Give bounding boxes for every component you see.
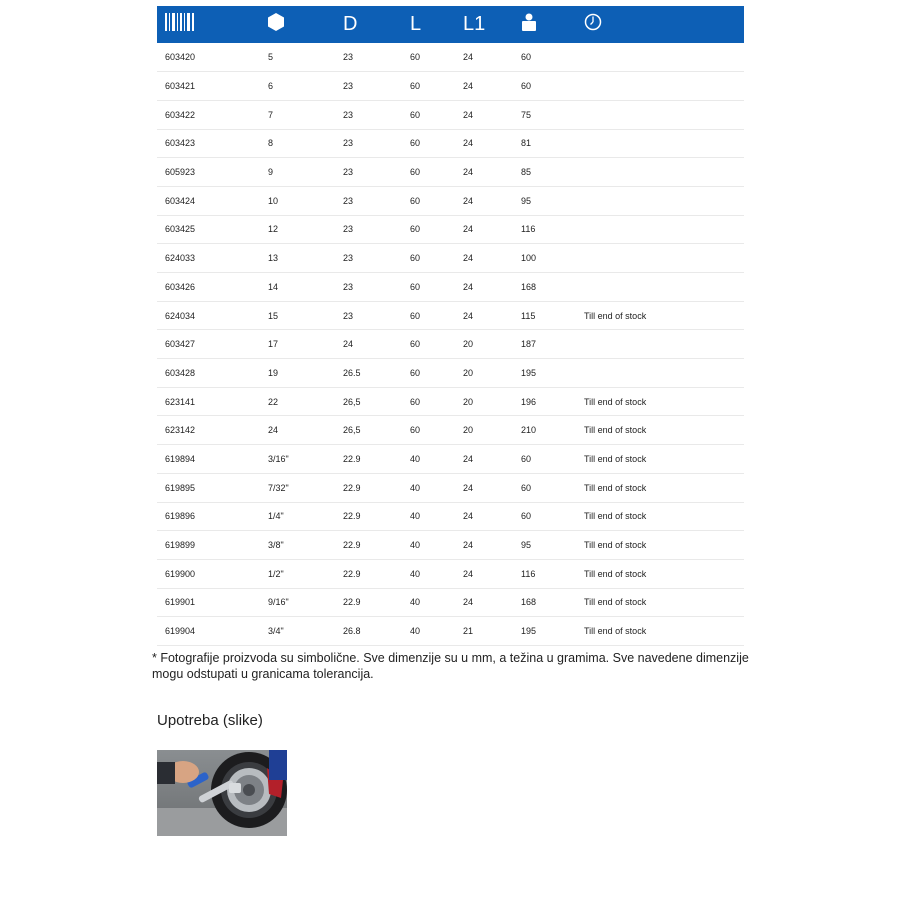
cell-d-value: 26,5 xyxy=(343,425,361,436)
cell-l1-value: 20 xyxy=(463,339,474,350)
cell-l1-value: 20 xyxy=(463,425,474,436)
usage-title: Upotreba (slike) xyxy=(157,712,263,729)
cell-d-value: 23 xyxy=(343,81,354,92)
table-row xyxy=(157,617,744,646)
cell-l1-value: 24 xyxy=(463,482,474,493)
cell-article-number: 619901 xyxy=(165,597,196,608)
header-d: D xyxy=(343,13,358,35)
cell-d-value: 22.9 xyxy=(343,511,361,522)
cell-weight: 115 xyxy=(521,310,536,321)
table-row xyxy=(157,72,744,101)
cell-weight: 195 xyxy=(521,626,537,637)
cell-l-value: 40 xyxy=(410,568,421,579)
cell-availability xyxy=(584,72,744,101)
cell-article-number: 619896 xyxy=(165,511,196,522)
cell-l-value: 40 xyxy=(410,482,421,493)
cell-size: 10 xyxy=(268,195,279,206)
cell-size: 5 xyxy=(268,52,274,63)
cell-article-number: 603425 xyxy=(165,224,196,235)
table-row xyxy=(157,559,744,588)
cell-d-value: 22.9 xyxy=(343,482,361,493)
cell-article-number: 603424 xyxy=(165,195,196,206)
table-row xyxy=(157,473,744,502)
cell-l-value: 40 xyxy=(410,597,421,608)
cell-l1-value: 24 xyxy=(463,568,474,579)
cell-availability: Till end of stock xyxy=(584,597,647,608)
cell-article-number: 603427 xyxy=(165,339,196,350)
hexagon-icon xyxy=(268,13,284,31)
cell-weight: 210 xyxy=(521,425,537,436)
cell-size: 22 xyxy=(268,396,279,407)
cell-l-value: 60 xyxy=(410,425,421,436)
table-row xyxy=(157,359,744,388)
table-row xyxy=(157,186,744,215)
cell-l-value: 60 xyxy=(410,81,421,92)
cell-l1-value: 24 xyxy=(463,511,474,522)
cell-size: 13 xyxy=(268,253,279,264)
cell-availability xyxy=(584,215,744,244)
table-row xyxy=(157,244,744,273)
cell-availability xyxy=(584,186,744,215)
header-l: L xyxy=(410,13,422,35)
cell-size: 3/4" xyxy=(268,626,284,637)
cell-weight: 168 xyxy=(521,597,537,608)
cell-size: 1/4" xyxy=(268,511,284,522)
footnote: * Fotografije proizvoda su simbolične. Sve dimenzije su u mm, a težina u gramima. Sve navedene dimenzije mogu odstupati u granicama tolerancija. xyxy=(152,651,749,681)
cell-availability: Till end of stock xyxy=(584,453,647,464)
product-table xyxy=(157,6,744,646)
cell-weight: 75 xyxy=(521,109,532,120)
cell-l-value: 60 xyxy=(410,339,421,350)
cell-size: 17 xyxy=(268,339,279,350)
cell-availability xyxy=(584,129,744,158)
cell-article-number: 603428 xyxy=(165,367,196,378)
cell-l1-value: 21 xyxy=(463,626,474,637)
weight-icon xyxy=(521,13,537,31)
cell-l1-value: 24 xyxy=(463,540,474,551)
cell-weight: 81 xyxy=(521,138,532,149)
cell-article-number: 623142 xyxy=(165,425,196,436)
cell-weight: 85 xyxy=(521,167,532,178)
cell-size: 1/2" xyxy=(268,568,284,579)
cell-availability: Till end of stock xyxy=(584,425,647,436)
cell-d-value: 26.8 xyxy=(343,626,361,637)
cell-l1-value: 24 xyxy=(463,167,474,178)
table-body xyxy=(157,43,744,645)
cell-article-number: 603422 xyxy=(165,109,196,120)
cell-d-value: 22.9 xyxy=(343,453,361,464)
cell-size: 14 xyxy=(268,281,279,292)
cell-d-value: 24 xyxy=(343,339,354,350)
cell-availability xyxy=(584,43,744,72)
cell-l1-value: 20 xyxy=(463,367,474,378)
cell-d-value: 22.9 xyxy=(343,597,361,608)
cell-l1-value: 20 xyxy=(463,396,474,407)
cell-size: 3/8" xyxy=(268,540,284,551)
cell-l1-value: 24 xyxy=(463,224,474,235)
cell-article-number: 619904 xyxy=(165,626,196,637)
table-row xyxy=(157,129,744,158)
cell-size: 7/32" xyxy=(268,482,289,493)
cell-l-value: 60 xyxy=(410,109,421,120)
table-row xyxy=(157,158,744,187)
cell-l1-value: 24 xyxy=(463,138,474,149)
cell-d-value: 23 xyxy=(343,195,354,206)
cell-article-number: 619899 xyxy=(165,540,196,551)
cell-availability: Till end of stock xyxy=(584,626,647,637)
cell-d-value: 23 xyxy=(343,224,354,235)
cell-l-value: 40 xyxy=(410,453,421,464)
cell-article-number: 619895 xyxy=(165,482,196,493)
cell-article-number: 605923 xyxy=(165,167,196,178)
cell-availability: Till end of stock xyxy=(584,568,647,579)
table-row xyxy=(157,416,744,445)
cell-availability xyxy=(584,273,744,302)
cell-l1-value: 24 xyxy=(463,453,474,464)
cell-d-value: 22.9 xyxy=(343,568,361,579)
cell-weight: 95 xyxy=(521,195,532,206)
product-table-container xyxy=(157,6,744,646)
cell-weight: 60 xyxy=(521,453,532,464)
cell-weight: 116 xyxy=(521,568,536,579)
cell-weight: 168 xyxy=(521,281,537,292)
cell-availability xyxy=(584,244,744,273)
cell-d-value: 23 xyxy=(343,109,354,120)
cell-l-value: 60 xyxy=(410,367,421,378)
cell-d-value: 23 xyxy=(343,167,354,178)
cell-size: 8 xyxy=(268,138,274,149)
cell-l-value: 60 xyxy=(410,52,421,63)
cell-d-value: 26,5 xyxy=(343,396,361,407)
cell-availability: Till end of stock xyxy=(584,540,647,551)
usage-photo xyxy=(157,750,287,836)
cell-weight: 60 xyxy=(521,81,532,92)
table-row xyxy=(157,215,744,244)
cell-l-value: 60 xyxy=(410,195,421,206)
cell-article-number: 603420 xyxy=(165,52,196,63)
cell-d-value: 23 xyxy=(343,253,354,264)
cell-d-value: 26.5 xyxy=(343,367,361,378)
clock-icon xyxy=(584,13,602,31)
cell-size: 3/16" xyxy=(268,453,289,464)
cell-availability xyxy=(584,359,744,388)
cell-l1-value: 24 xyxy=(463,195,474,206)
header-article-number xyxy=(157,6,268,43)
cell-l1-value: 24 xyxy=(463,597,474,608)
barcode-icon xyxy=(165,13,195,31)
cell-availability xyxy=(584,158,744,187)
cell-d-value: 22.9 xyxy=(343,540,361,551)
cell-weight: 100 xyxy=(521,253,537,264)
cell-availability: Till end of stock xyxy=(584,511,647,522)
cell-article-number: 619900 xyxy=(165,568,196,579)
cell-d-value: 23 xyxy=(343,52,354,63)
cell-article-number: 619894 xyxy=(165,453,196,464)
cell-article-number: 603423 xyxy=(165,138,196,149)
cell-size: 24 xyxy=(268,425,279,436)
table-row xyxy=(157,502,744,531)
table-row xyxy=(157,301,744,330)
cell-article-number: 624034 xyxy=(165,310,196,321)
cell-l-value: 60 xyxy=(410,253,421,264)
cell-availability: Till end of stock xyxy=(584,396,647,407)
cell-size: 7 xyxy=(268,109,274,120)
cell-l-value: 40 xyxy=(410,511,421,522)
cell-l1-value: 24 xyxy=(463,310,474,321)
cell-l-value: 40 xyxy=(410,626,421,637)
cell-size: 12 xyxy=(268,224,279,235)
cell-l-value: 60 xyxy=(410,138,421,149)
cell-weight: 195 xyxy=(521,367,537,378)
table-row xyxy=(157,387,744,416)
cell-weight: 116 xyxy=(521,224,536,235)
cell-article-number: 623141 xyxy=(165,396,196,407)
cell-availability: Till end of stock xyxy=(584,482,647,493)
table-row xyxy=(157,588,744,617)
cell-weight: 60 xyxy=(521,482,532,493)
cell-size: 9 xyxy=(268,167,274,178)
table-row xyxy=(157,531,744,560)
cell-l-value: 60 xyxy=(410,281,421,292)
table-row xyxy=(157,330,744,359)
cell-l-value: 40 xyxy=(410,540,421,551)
cell-l1-value: 24 xyxy=(463,253,474,264)
header-size xyxy=(268,6,343,43)
cell-article-number: 624033 xyxy=(165,253,196,264)
header-availability xyxy=(584,6,744,43)
table-row xyxy=(157,273,744,302)
cell-availability: Till end of stock xyxy=(584,310,647,321)
cell-weight: 187 xyxy=(521,339,537,350)
cell-l1-value: 24 xyxy=(463,52,474,63)
table-row xyxy=(157,445,744,474)
header-weight xyxy=(521,6,584,43)
cell-l-value: 60 xyxy=(410,310,421,321)
table-row xyxy=(157,43,744,72)
cell-l-value: 60 xyxy=(410,224,421,235)
cell-weight: 60 xyxy=(521,511,532,522)
cell-article-number: 603421 xyxy=(165,81,196,92)
table-row xyxy=(157,100,744,129)
cell-l1-value: 24 xyxy=(463,281,474,292)
cell-size: 15 xyxy=(268,310,279,321)
cell-article-number: 603426 xyxy=(165,281,196,292)
cell-size: 19 xyxy=(268,367,279,378)
cell-l-value: 60 xyxy=(410,167,421,178)
cell-size: 9/16" xyxy=(268,597,289,608)
cell-weight: 60 xyxy=(521,52,532,63)
cell-l1-value: 24 xyxy=(463,109,474,120)
cell-weight: 196 xyxy=(521,396,537,407)
table-header-row xyxy=(157,6,744,43)
cell-d-value: 23 xyxy=(343,138,354,149)
cell-availability xyxy=(584,330,744,359)
cell-l1-value: 24 xyxy=(463,81,474,92)
cell-l-value: 60 xyxy=(410,396,421,407)
cell-size: 6 xyxy=(268,81,274,92)
cell-availability xyxy=(584,100,744,129)
cell-d-value: 23 xyxy=(343,310,354,321)
cell-d-value: 23 xyxy=(343,281,354,292)
header-l1: L1 xyxy=(463,13,486,35)
cell-weight: 95 xyxy=(521,540,532,551)
